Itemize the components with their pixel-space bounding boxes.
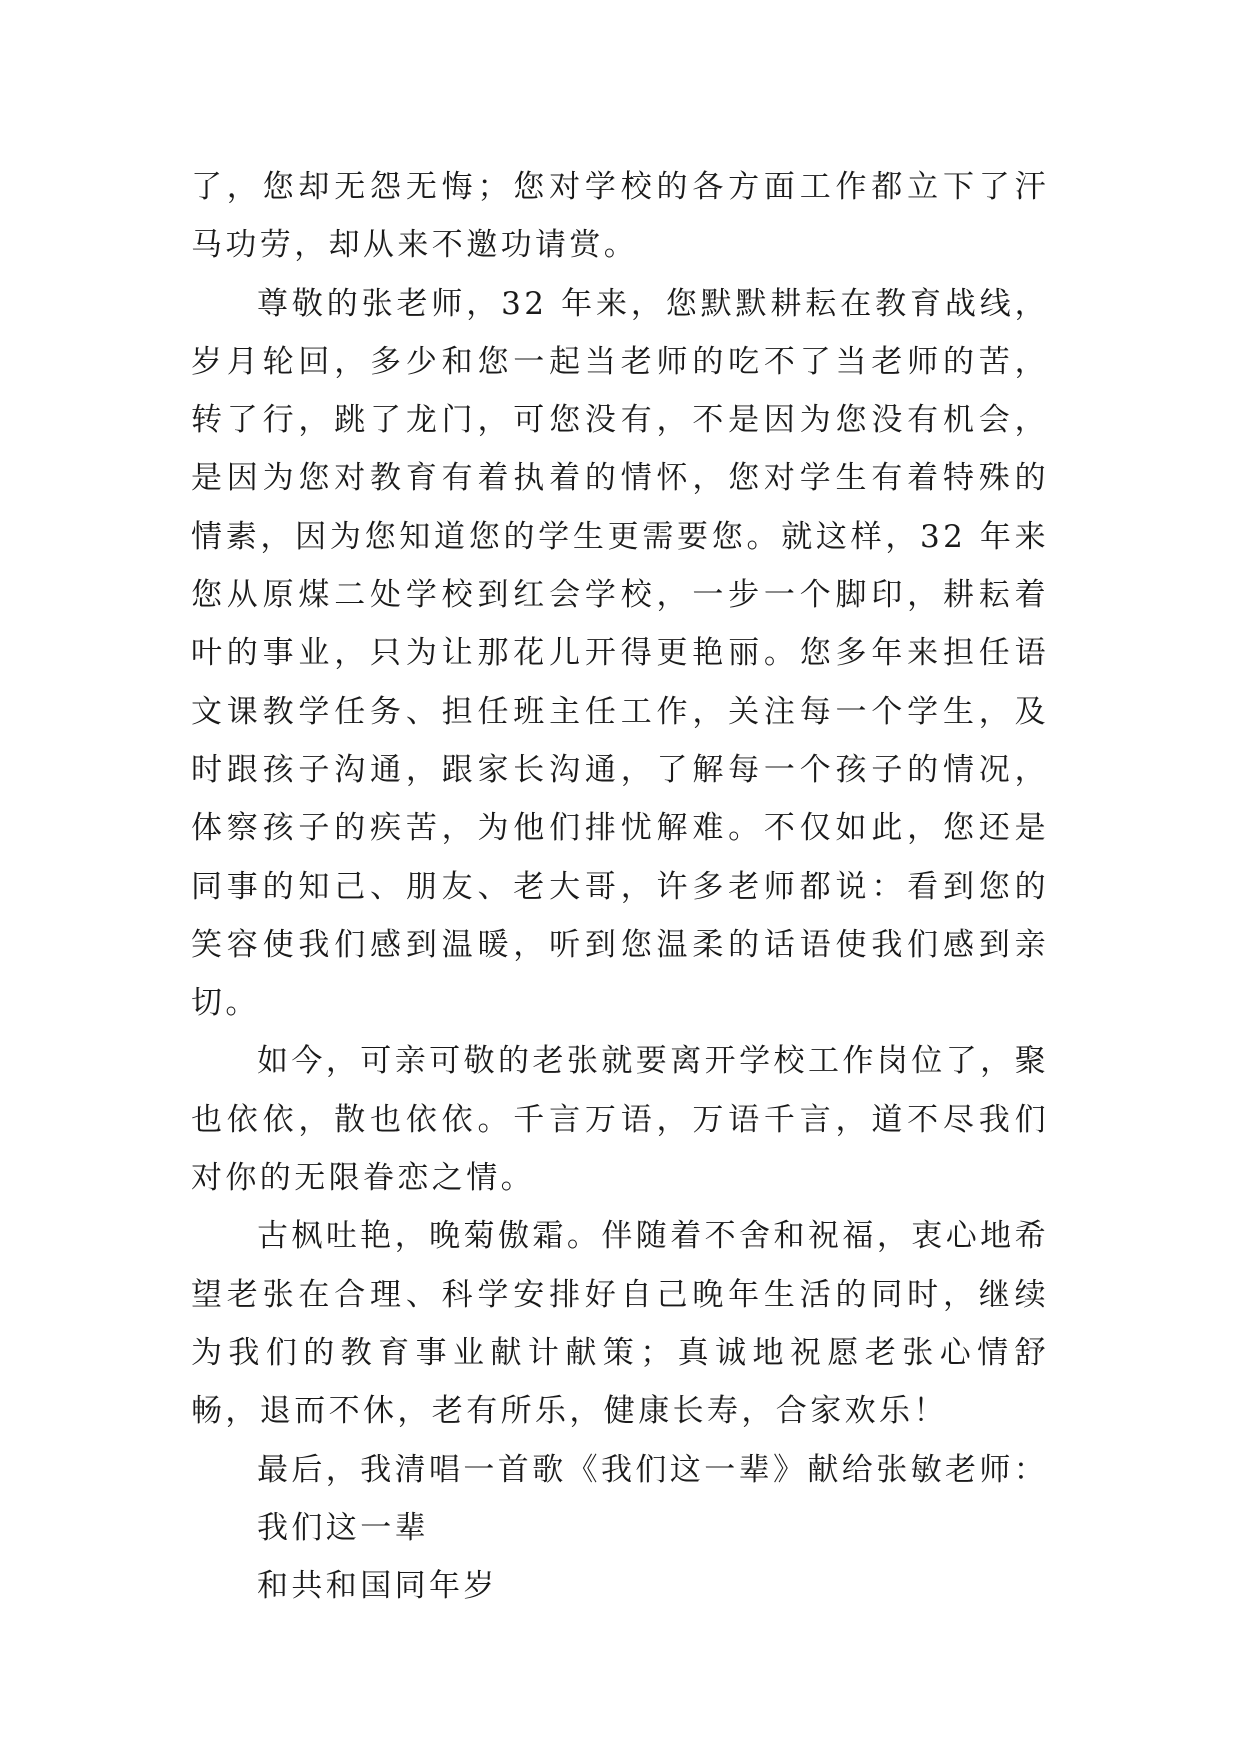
paragraph-continuation: 了，您却无怨无悔；您对学校的各方面工作都立下了汗马功劳，却从来不邀功请赏。 [191, 169, 1049, 264]
paragraph-song-intro: 最后，我清唱一首歌《我们这一辈》献给张敏老师： [257, 1451, 1049, 1488]
lyric-line-1: 我们这一辈 [257, 1509, 429, 1546]
lyric-line-2: 和共和国同年岁 [257, 1568, 498, 1605]
paragraph-wishes: 古枫吐艳，晚菊傲霜。伴随着不舍和祝福，衷心地希望老张在合理、科学安排好自己晚年生活的同时，继续为我们的教育事业献计献策；真诚地祝愿老张心情舒畅，退而不休，老有所乐，健康长寿，合家欢乐！ [191, 1218, 1049, 1430]
paragraph-dedication: 尊敬的张老师，32 年来，您默默耕耘在教育战线，岁月轮回，多少和您一起当老师的吃不了当老师的苦，转了行，跳了龙门，可您没有，不是因为您没有机会，是因为您对教育有着执着的情怀，您对学生有着特殊的情素，因为您知道您的学生更需要您。就这样，32 年来您从原煤二处学校到红会学校，一步一个脚印，耕耘着叶的事业，只为让那花儿开得更艳丽。您多年来担任语文课教学任务、担任班主任工作，关注每一个学生，及时跟孩子沟通，跟家长沟通，了解每一个孩子的情况，体察孩子的疾苦，为他们排忧解难。不仅如此，您还是同事的知己、朋友、老大哥，许多老师都说：看到您的笑容使我们感到温暖，听到您温柔的话语使我们感到亲切。 [191, 285, 1049, 1022]
document-body [191, 158, 1049, 1615]
paragraph-farewell: 如今，可亲可敬的老张就要离开学校工作岗位了，聚也依依，散也依依。千言万语，万语千言，道不尽我们对你的无限眷恋之情。 [191, 1043, 1049, 1197]
